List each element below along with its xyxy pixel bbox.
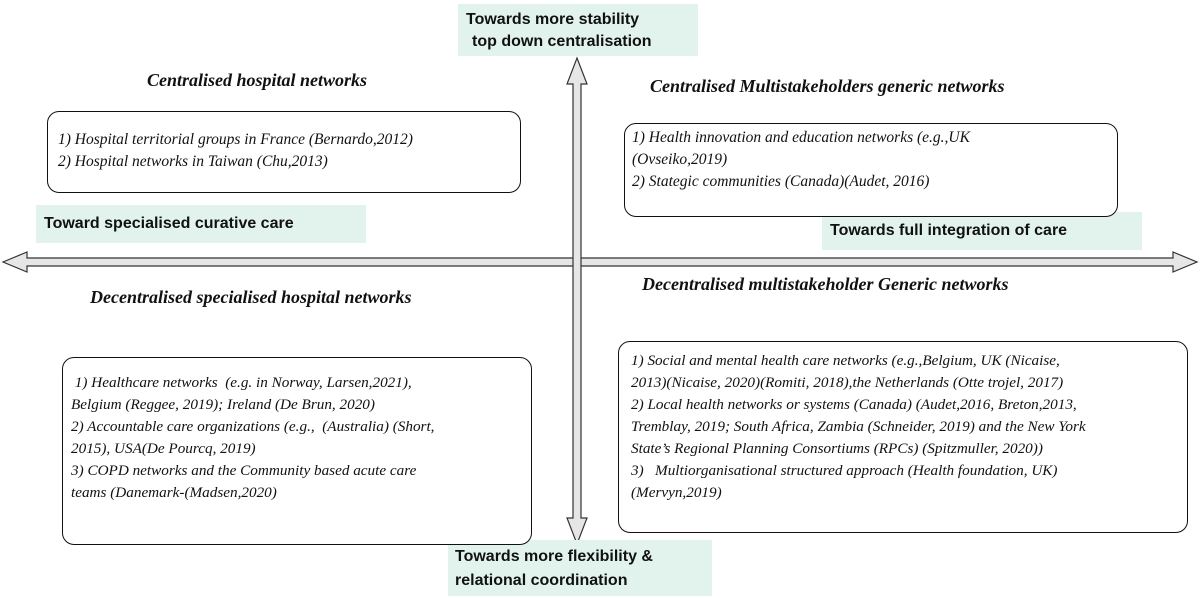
bottom-left-quadrant-title: Decentralised specialised hospital networks <box>90 287 412 307</box>
bottom-right-item-3: 3) Multiorganisational structured approach (Health foundation, UK) <box>631 462 1058 479</box>
top-axis-label <box>458 4 698 56</box>
top-right-quadrant-box <box>624 123 1118 217</box>
bottom-right-quadrant-title: Decentralised multistakeholder Generic networks <box>642 274 1009 294</box>
top-right-quadrant-title: Centralised Multistakeholders generic networks <box>650 76 1005 96</box>
bottom-left-item-2-cont: 2015), USA(De Pourcq, 2019) <box>71 440 256 457</box>
left-axis-label <box>36 205 366 243</box>
bottom-right-item-2: 2) Local health networks or systems (Canada) (Audet,2016, Breton,2013, <box>631 396 1077 413</box>
bottom-left-item-1-cont: Belgium (Reggee, 2019); Ireland (De Brun, 2020) <box>71 396 375 413</box>
top-left-item-1: 1) Hospital territorial groups in France (Bernardo,2012) <box>58 131 413 148</box>
vertical-axis-arrow <box>567 58 587 544</box>
top-right-item-1-cont: (Ovseiko,2019) <box>632 151 728 168</box>
top-right-item-2: 2) Stategic communities (Canada)(Audet, 2016) <box>632 173 930 190</box>
right-axis-label <box>822 212 1142 250</box>
bottom-right-item-2-cont-2: State’s Regional Planning Consortiums (RPCs) (Spitzmuller, 2020)) <box>631 440 1043 457</box>
bottom-axis-label-line-2: relational coordination <box>455 572 628 589</box>
bottom-right-item-3-cont: (Mervyn,2019) <box>631 484 722 501</box>
top-right-item-1: 1) Health innovation and education networks (e.g.,UK <box>632 129 970 146</box>
bottom-left-item-3: 3) COPD networks and the Community based acute care <box>71 462 417 479</box>
bottom-left-item-2: 2) Accountable care organizations (e.g., (Australia) (Short, <box>71 418 435 435</box>
top-left-quadrant-box <box>47 111 521 193</box>
bottom-right-item-2-cont: Tremblay, 2019; South Africa, Zambia (Schneider, 2019) and the New York <box>631 418 1086 435</box>
bottom-right-item-1: 1) Social and mental health care networks (e.g.,Belgium, UK (Nicaise, <box>631 352 1060 369</box>
bottom-axis-label <box>448 540 712 596</box>
top-axis-label-line-1: Towards more stability <box>466 11 640 28</box>
right-axis-label-text: Towards full integration of care <box>830 222 1068 239</box>
top-axis-label-line-2: top down centralisation <box>472 33 652 50</box>
bottom-right-item-1-cont: 2013)(Nicaise, 2020)(Romiti, 2018),the Netherlands (Otte trojel, 2017) <box>631 374 1064 391</box>
bottom-axis-label-line-1: Towards more flexibility & <box>455 548 653 565</box>
top-left-item-2: 2) Hospital networks in Taiwan (Chu,2013) <box>58 153 328 170</box>
bottom-right-quadrant-box <box>618 341 1188 533</box>
bottom-left-item-3-cont: teams (Danemark-(Madsen,2020) <box>71 484 277 501</box>
top-left-quadrant-title: Centralised hospital networks <box>147 70 368 90</box>
bottom-left-quadrant-box <box>62 357 532 545</box>
bottom-left-item-1: 1) Healthcare networks (e.g. in Norway, Larsen,2021), <box>71 374 412 391</box>
horizontal-axis-arrow <box>3 252 1197 272</box>
left-axis-label-text: Toward specialised curative care <box>44 215 294 232</box>
